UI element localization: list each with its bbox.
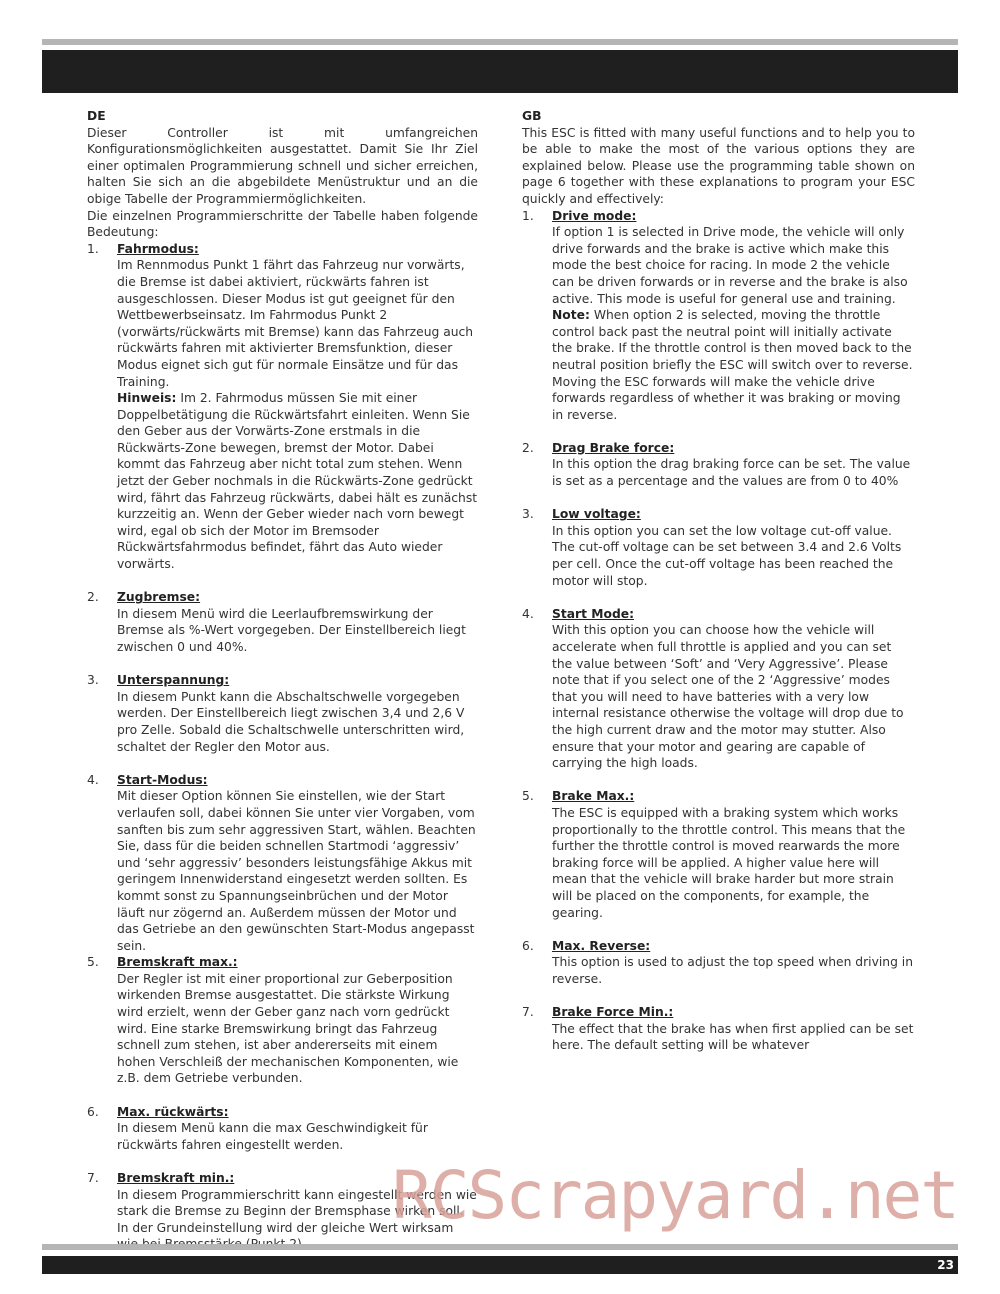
item-text: In diesem Punkt kann die Abschaltschwelle vorgegeben werden. Der Einstellbereich liegt zwischen 3,4 und 2,6 V pro Zelle. Sobald die Schaltschwelle unterschritten wird, schaltet der Regler den Motor aus. bbox=[117, 689, 465, 754]
item-title: Brake Force Min.: bbox=[552, 1005, 674, 1020]
note-text: Im 2. Fahrmodus müssen Sie mit einer Doppelbetätigung die Rückwärtsfahrt einleiten. Wenn Sie den Geber aus der Vorwärts-Zone erstmals in die Rückwärts-Zone bewegen, bremst der Motor. Dabei kommt das Fahrzeug aber nicht total zum stehen. Wenn jetzt der Geber nochmals in die Rückwärts-Zone gedrückt wird, fährt das Fahrzeug rückwärts, dabei hält es zunächst kurzzeitig an. Wenn der Geber wieder nach vorn bewegt wird, egal ob sich der Motor im Bremsoder Rückwärtsfahrmodus befindet, fährt das Auto wieder vorwärts. bbox=[117, 391, 478, 572]
item-text: In this option you can set the low voltage cut-off value. The cut-off voltage can be set between 3.4 and 2.6 Volts per cell. Once the cut-off voltage has been reached the motor will stop. bbox=[552, 523, 902, 588]
list-item bbox=[522, 938, 915, 988]
item-text: In diesem Menü kann die max Geschwindigkeit für rückwärts fahren eingestellt werden. bbox=[117, 1121, 428, 1152]
item-number: 6. bbox=[87, 1104, 99, 1119]
item-number: 6. bbox=[522, 938, 534, 953]
item-text: In this option the drag braking force can be set. The value is set as a percentage and the values are from 0 to 40% bbox=[552, 457, 911, 489]
item-number: 5. bbox=[87, 955, 99, 970]
item-title: Low voltage: bbox=[552, 507, 641, 522]
footer-rule bbox=[42, 1244, 958, 1250]
item-title: Start-Modus: bbox=[117, 772, 208, 787]
column-de bbox=[87, 108, 478, 1253]
column-gb bbox=[522, 108, 915, 1054]
item-number: 1. bbox=[522, 208, 534, 223]
list-item bbox=[522, 506, 915, 589]
item-number: 5. bbox=[522, 789, 534, 804]
item-title: Drag Brake force: bbox=[552, 440, 675, 455]
item-text: If option 1 is selected in Drive mode, the vehicle will only drive forwards and the brake is active which make this mode the best choice for racing. In mode 2 the vehicle can be driven forwards or in reverse and the brake is also active. This mode is useful for general use and training. bbox=[552, 225, 908, 306]
item-text: Mit dieser Option können Sie einstellen, wie der Start verlaufen soll, dabei können Sie unter vier Vorgaben, vom sanften bis zum sehr aggressiven Start, wählen. Beachten Sie, dass für die beiden schnellen Startmodi ‘aggressiv’ und ‘sehr aggressiv’ besonders leistungsfähige Akkus mit geringem Innenwiderstand eingesetzt werden sollten. Es kommt sonst zu Spannungseinbrüchen und der Motor läuft nur zögernd an. Außerdem müssen der Motor und das Getriebe an den gewünschten Start-Modus angepasst sein. bbox=[117, 789, 476, 953]
item-number: 2. bbox=[522, 440, 534, 455]
item-title: Fahrmodus: bbox=[117, 241, 199, 256]
item-number: 4. bbox=[87, 772, 99, 787]
item-text: Im Rennmodus Punkt 1 fährt das Fahrzeug nur vorwärts, die Bremse ist dabei aktiviert, rückwärts fahren ist ausgeschlossen. Dieser Modus ist gut geeignet für den Wettbewerbseinsatz. Im Fahrmodus Punkt 2 (vorwärts/rückwärts mit Bremse) kann das Fahrzeug auch rückwärts fahren mit aktivierter Bremsfunktion, dieser Modus eignet sich gut für normale Einsätze und für das Training. bbox=[117, 258, 474, 389]
item-note bbox=[552, 307, 915, 423]
page-number: 23 bbox=[937, 1258, 954, 1272]
note-text: When option 2 is selected, moving the throttle control back past the neutral point will initially activate the brake. If the throttle control is then moved back to the neutral position briefly the ESC will switch over to reverse. Moving the ESC forwards will make the vehicle drive forwards regardless of whether it was braking or moving in reverse. bbox=[552, 308, 913, 422]
list-item bbox=[87, 241, 478, 573]
item-text: In diesem Programmierschritt kann eingestellt werden wie stark die Bremse zu Beginn der Bremsphase wirken soll. In der Grundeinstellung wird der gleiche Wert wirksam bbox=[117, 1187, 477, 1235]
item-title: Zugbremse: bbox=[117, 590, 201, 605]
footer-bar bbox=[42, 1256, 958, 1274]
item-title: Max. rückwärts: bbox=[117, 1104, 229, 1119]
item-title: Bremskraft max.: bbox=[117, 955, 238, 970]
item-title: Brake Max.: bbox=[552, 789, 635, 804]
item-number: 3. bbox=[87, 673, 99, 688]
list-item bbox=[87, 672, 478, 755]
item-number: 4. bbox=[522, 606, 534, 621]
list-item bbox=[87, 1104, 478, 1154]
list-item bbox=[87, 954, 478, 1087]
item-text: Der Regler ist mit einer proportional zur Geberposition wirkenden Bremse ausgestattet. Die stärkste Wirkung wird erzielt, wenn der Geber ganz nach vorn gedrückt wird. Eine starke Bremswirkung bringt das Fahrzeug schnell zum stehen, ist aber andererseits mit einem hohen Verschleiß der mechanischen Komponenten, wie z.B. dem Getriebe verbunden. bbox=[117, 971, 459, 1086]
item-title: Bremskraft min.: bbox=[117, 1171, 235, 1185]
item-text: The effect that the brake has when first applied can be set here. The default setting will be whatever bbox=[552, 1021, 914, 1053]
item-title: Max. Reverse: bbox=[552, 938, 651, 953]
header-rule bbox=[42, 39, 958, 45]
item-text: In diesem Menü wird die Leerlaufbremswirkung der Bremse als %-Wert vorgegeben. Der Einstellbereich liegt zwischen 0 und 40%. bbox=[117, 606, 466, 654]
list-item bbox=[522, 788, 915, 921]
intro2-de: Die einzelnen Programmierschritte der Tabelle haben folgende Bedeutung: bbox=[87, 208, 478, 240]
note-label: Note: bbox=[552, 308, 590, 323]
item-number: 3. bbox=[522, 507, 534, 522]
item-number: 1. bbox=[87, 241, 99, 256]
item-text: The ESC is equipped with a braking system which works proportionally to the throttle control. This means that the further the throttle control is moved rearwards the more braking force will be applied. A higher value here will mean that the vehicle will brake harder but more strain will be placed on the components, for example, the gearing. bbox=[552, 805, 906, 920]
item-text: This option is used to adjust the top speed when driving in reverse. bbox=[552, 955, 913, 986]
intro-gb: This ESC is fitted with many useful functions and to help you to be able to make the most of the various options they are explained below. Please use the programming table shown on page 6 together with these explanations to program your ESC quickly and effectively: bbox=[522, 125, 915, 206]
item-text: With this option you can choose how the vehicle will accelerate when full throttle is applied and you can set the value between ‘Soft’ and ‘Very Aggressive’. Please note that if you select one of the 2 ‘Aggressive’ modes that you will need to have batteries with a very low internal resistance otherwise the voltage will drop due to the high current draw and the motor may stutter. Also ensure that your motor and gearing are capable of carrying the high loads. bbox=[552, 623, 904, 771]
list-item bbox=[522, 440, 915, 490]
list-item bbox=[522, 1004, 915, 1054]
item-note bbox=[117, 390, 478, 573]
item-title: Drive mode: bbox=[552, 208, 637, 223]
list-item bbox=[87, 772, 478, 955]
item-number: 7. bbox=[87, 1171, 99, 1185]
list-item bbox=[87, 589, 478, 655]
item-number: 2. bbox=[87, 590, 99, 605]
note-label: Hinweis: bbox=[117, 391, 177, 406]
item-number: 7. bbox=[522, 1005, 534, 1020]
item-title: Start Mode: bbox=[552, 606, 635, 621]
header-bar bbox=[42, 50, 958, 93]
list-item bbox=[522, 208, 915, 424]
watermark: RCScrapyard.net bbox=[392, 1157, 959, 1234]
language-heading-de: DE bbox=[87, 109, 106, 123]
list-item bbox=[522, 606, 915, 772]
language-heading-gb: GB bbox=[522, 109, 542, 123]
intro-de: Dieser Controller ist mit umfangreichen Konfigurationsmöglichkeiten ausgestattet. Damit Sie Ihr Ziel einer optimalen Programmierung schnell und sicher erreichen, halten Sie sich an die abgebildete Menüstruktur und an die obige Tabelle der Programmiermöglichkeiten. bbox=[87, 125, 478, 206]
item-title: Unterspannung: bbox=[117, 673, 230, 688]
